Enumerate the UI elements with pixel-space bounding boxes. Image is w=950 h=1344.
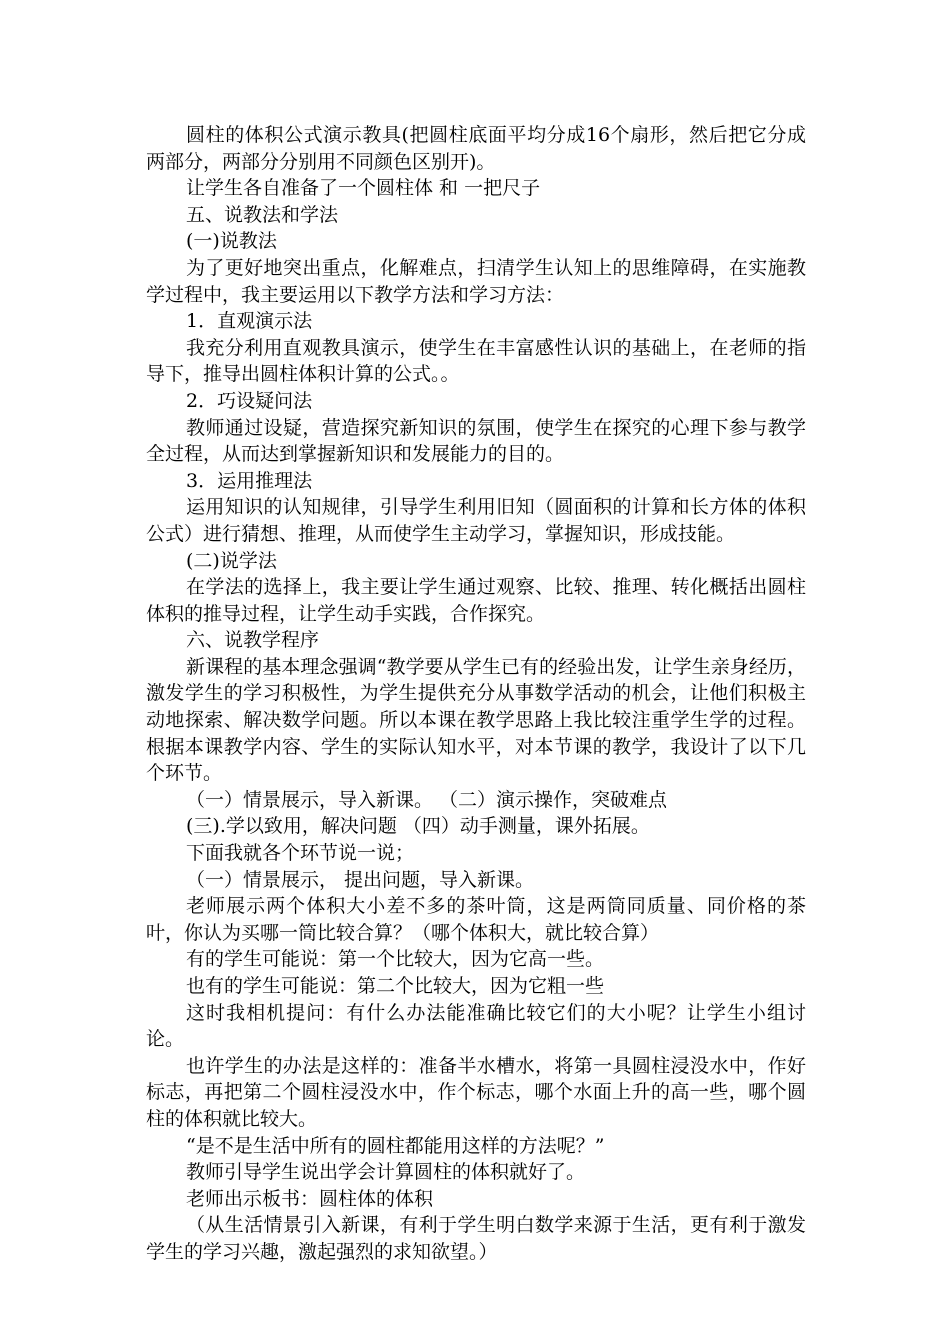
paragraph-reasoning: 运用知识的认知规律，引导学生利用旧知（圆面积的计算和长方体的体积公式）进行猜想、推理，从而使学生主动学习，掌握知识，形成技能。	[146, 496, 806, 545]
paragraph-teaching-aid: 圆柱的体积公式演示教具(把圆柱底面平均分成16个扇形，然后把它分成两部分，两部分分别用不同颜色区别开)。	[146, 124, 806, 173]
paragraph-learning-method: 在学法的选择上，我主要让学生通过观察、比较、推理、转化概括出圆柱体积的推导过程，让学生动手实践，合作探究。	[146, 576, 806, 625]
subheading-teaching-method: (一)说教法	[186, 230, 277, 253]
paragraph-water-method: 也许学生的办法是这样的：准备半水槽水，将第一具圆柱浸没水中，作好标志，再把第二个圆柱浸没水中，作个标志，哪个水面上升的高一些，哪个圆柱的体积就比较大。	[146, 1054, 806, 1130]
paragraph-student-answer-1: 有的学生可能说：第一个比较大，因为它高一些。	[186, 948, 605, 971]
paragraph-teacher-guide: 教师引导学生说出学会计算圆柱的体积就好了。	[186, 1161, 586, 1184]
section-heading-methods: 五、说教法和学法	[186, 203, 339, 226]
paragraph-rationale: （从生活情景引入新课，有利于学生明白数学来源于生活，更有利于激发学生的学习兴趣，激起强烈的求知欲望。）	[146, 1214, 806, 1263]
paragraph-demonstration: 我充分利用直观教具演示，使学生在丰富感性认识的基础上，在老师的指导下，推导出圆柱体积计算的公式。。	[146, 336, 806, 386]
paragraph-stage-one-heading: （一）情景展示， 提出问题，导入新课。	[186, 868, 535, 891]
paragraph-curriculum-concept: 新课程的基本理念强调“教学要从学生已有的经验出发，让学生亲身经历，激发学生的学习积极性，为学生提供充分从事数学活动的机会，让他们积极主动地探索、解决数学问题。所以本课在教学思路上我比较注重学生学的过程。根据本课教学内容、学生的实际认知水平，对本节课的教学，我设计了以下几个环节。	[146, 655, 806, 785]
section-heading-procedure: 六、说教学程序	[186, 629, 320, 652]
subheading-learning-method: (二)说学法	[186, 549, 277, 572]
paragraph-methods-intro: 为了更好地突出重点，化解难点，扫清学生认知上的思维障碍，在实施教学过程中，我主要运用以下教学方法和学习方法：	[146, 256, 806, 306]
paragraph-tea-canisters: 老师展示两个体积大小差不多的茶叶筒，这是两筒同质量、同价格的茶叶，你认为买哪一筒比较合算？（哪个体积大，就比较合算）	[146, 895, 806, 944]
paragraph-stages-1-2: （一）情景展示，导入新课。 （二）演示操作，突破难点	[186, 788, 668, 811]
paragraph-student-prep: 让学生各自准备了一个圆柱体 和 一把尺子	[186, 177, 541, 200]
item-heading-demonstration: 1．直观演示法	[186, 310, 313, 333]
document-body	[146, 122, 806, 1266]
paragraph-stages-3-4: (三).学以致用，解决问题 （四）动手测量，课外拓展。	[186, 815, 650, 838]
paragraph-blackboard: 老师出示板书：圆柱体的体积	[186, 1187, 434, 1210]
paragraph-teacher-question: 这时我相机提问：有什么办法能准确比较它们的大小呢？让学生小组讨论。	[146, 1001, 806, 1051]
item-heading-reasoning: 3．运用推理法	[186, 469, 313, 492]
paragraph-questioning: 教师通过设疑，营造探究新知识的氛围，使学生在探究的心理下参与教学全过程，从而达到掌握新知识和发展能力的目的。	[146, 416, 806, 466]
item-heading-questioning: 2．巧设疑问法	[186, 389, 313, 412]
paragraph-stage-intro: 下面我就各个环节说一说；	[186, 842, 415, 865]
paragraph-quote: “是不是生活中所有的圆柱都能用这样的方法呢？”	[186, 1134, 605, 1157]
paragraph-student-answer-2: 也有的学生可能说：第二个比较大，因为它粗一些	[186, 975, 605, 997]
